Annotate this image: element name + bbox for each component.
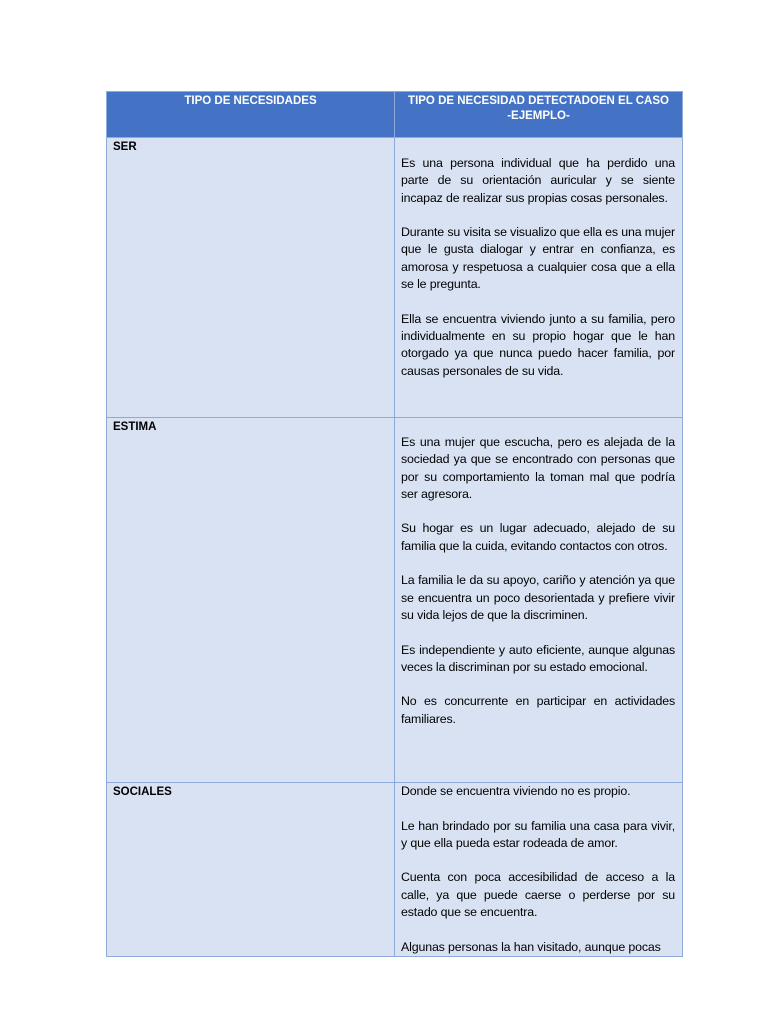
category-label-ser: SER [113,141,137,153]
description-cell [395,783,683,957]
paragraph: Es independiente y auto eficiente, aunque algunas veces la discriminan por su estado emocional. [401,642,675,674]
paragraph: Algunas personas la han visitado, aunque pocas [401,939,661,954]
paragraph: Donde se encuentra viviendo no es propio. [401,784,631,798]
paragraph: Es una persona individual que ha perdido una parte de su orientación auricular y se siente incapaz de realizar sus propias cosas personales. [401,156,675,205]
header-needs-type [107,92,395,138]
paragraph: Ella se encuentra viviendo junto a su familia, pero individualmente en su propio hogar que le han otorgado ya que nunca puedo hacer familia, por causas personales de su vida. [401,311,675,378]
header-detected-need-line1: TIPO DE NECESIDAD DETECTADOEN EL CASO [408,95,669,107]
paragraph: No es concurrente en participar en actividades familiares. [401,694,675,726]
paragraph: Es una mujer que escucha, pero es alejada de la sociedad ya que se encontrado con personas que por su comportamiento la toman mal que podría ser agresora. [401,435,675,501]
needs-table [106,91,683,957]
paragraph: La familia le da su apoyo, cariño y atención ya que se encuentra un poco desorientada y prefiere vivir su vida lejos de que la discriminen. [401,573,675,622]
table-row-ser [107,138,683,418]
header-detected-need-line2: -EJEMPLO- [507,110,570,122]
paragraph: Cuenta con poca accesibilidad de acceso a la calle, ya que puede caerse o perderse por su estado que se encuentra. [401,870,675,920]
header-detected-need [395,92,683,138]
category-label-sociales: SOCIALES [113,786,172,798]
header-needs-type-label: TIPO DE NECESIDADES [184,95,317,107]
table-row-sociales [107,783,683,957]
table-header-row [107,92,683,138]
category-cell [107,138,395,418]
paragraph: Su hogar es un lugar adecuado, alejado de su familia que la cuida, evitando contactos con otros. [401,521,675,553]
description-cell [395,418,683,783]
paragraph: Le han brindado por su familia una casa para vivir, y que ella pueda estar rodeada de amor. [401,818,675,850]
category-cell [107,418,395,783]
category-cell [107,783,395,957]
description-cell [395,138,683,418]
category-label-estima: ESTIMA [113,421,157,433]
table-row-estima [107,418,683,783]
paragraph: Durante su visita se visualizo que ella es una mujer que le gusta dialogar y entrar en confianza, es amorosa y respetuosa a cualquier cosa que a ella se le pregunta. [401,225,675,292]
